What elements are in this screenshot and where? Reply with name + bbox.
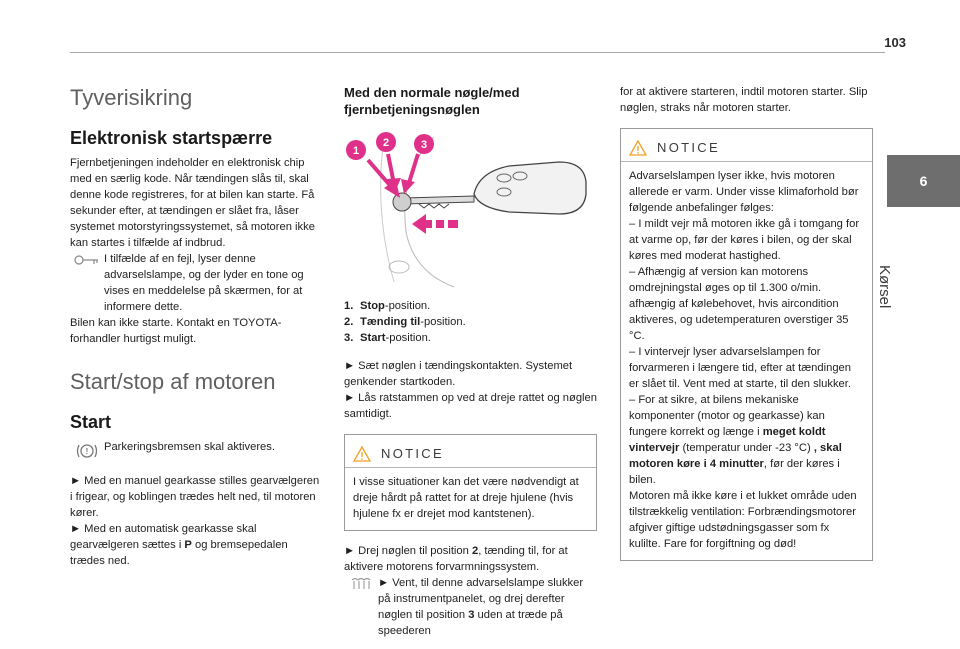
heading-start: Start [70,412,112,432]
immobiliser-final: Bilen kan ikke starte. Kontakt en TOYOTA-forhandler hurtigst muligt. [70,317,282,345]
manual-gearbox-step: ► Med en manuel gearkasse stilles gearvælgeren i frigear, og koblingen trædes helt ned, til motoren kører. [70,475,320,519]
preheat-position-number: 3 [468,609,475,621]
notice-ventilation-warning: Motoren må ikke køre i et lukket område uden tilstrækkelig ventilation: Forbrændingsmotorer afgiver giftige udstødningsgasser som fx kulilte. Fare for forgiftning og død! [629,490,857,550]
notice-title: NOTICE [381,446,444,461]
section-title-start-stop: Start/stop af motoren [70,369,276,394]
notice-dash-4: – For at sikre, at bilens mekaniske komponenter (motor og gearkasse) kan fungere korrekt og længe i meget koldt vintervejr (temperatur under -23 °C) , skal motoren køre i 4 minutter, før der køres i bilen. [629,394,842,486]
notice-dash-1: – I mildt vejr må motoren ikke gå i tomgang for at varme op, før der køres i bilen, og der skal køres med moderat hastighed. [629,218,860,262]
notice-header [621,129,872,162]
insert-key-step: ► Sæt nøglen i tændingskontakten. Systemet genkender startkoden. [344,360,573,388]
notice-header [345,435,596,468]
unlock-steering-step: ► Lås ratstammen op ved at dreje rattet og nøglen samtidigt. [344,392,597,420]
svg-text:!: ! [85,447,89,456]
warning-triangle-icon [353,446,371,462]
position-label-1: 1 [352,145,360,157]
column-3 [620,70,873,561]
notice-body [621,162,872,560]
car-key-icon [393,162,586,214]
insert-direction-arrow [412,214,458,234]
section-title-anti-theft: Tyverisikring [70,85,193,110]
ignition-illustration [344,132,597,290]
turn-key-step: ► Drej nøglen til position 2, tænding til, for at aktivere motorens forvarmningssystem. [344,545,568,573]
notice-dash-3: – I vintervejr lyser advarselslampen for forvarmeren i længere tid, efter at tændingen er slået til. Vent med at starte, til den slukker. [629,346,852,390]
preheat-glow-plug-icon [344,575,378,639]
position-label-3: 3 [420,139,428,151]
warning-lamp-text: I tilfælde af en fejl, lyser denne advarselslampe, og der lyder en tone og vises en meddelelse på skærmen, for at informere dette. [104,253,304,313]
immobiliser-intro: Fjernbetjeningen indeholder en elektronisk chip med en særlig kode. Når tændingen slås til, skal denne kode registreres, for at bilen kan starte. Få sekunder efter, at tændingen er slået fra, låser systemet motorstyringssystemet, så motoren ikke kan startes i tilfælde af indbrud. [70,157,315,249]
key-position-item: 3. Start-position. [344,332,431,344]
parking-brake-text: Parkeringsbremsen skal aktiveres. [104,441,275,453]
parking-brake-icon [70,439,104,461]
page-number: 103 [884,35,906,50]
preheat-wait-step [344,575,597,639]
notice-box-steering [344,434,597,531]
key-position-item: 1. Stop-position. [344,300,431,312]
heading-immobiliser: Elektronisk startspærre [70,128,273,148]
auto-step-text-end: og bremsepedalen trædes ned. [70,539,288,567]
key-positions-list [344,298,597,346]
notice-box-cold-start [620,128,873,561]
column-2 [344,70,597,639]
chapter-tab[interactable]: 6 [887,155,960,207]
auto-step-gear: P [184,539,192,551]
automatic-gearbox-step [70,521,323,569]
notice-intro: Advarselslampen lyser ikke, hvis motoren allerede er varm. Under visse klimaforhold bør følgende anbefalinger følges: [629,170,859,214]
position-arrow-3 [401,134,434,194]
notice-body: I visse situationer kan det være nødvendigt at dreje hårdt på rattet for at dreje hjulene (hvis hjulene fx er drejet mod kantstenen). [353,476,579,520]
header-rule [70,52,885,53]
key-warning-lamp-icon [70,251,104,315]
warning-lamp-note [70,251,323,315]
key-position-item: 2. Tænding til-position. [344,316,466,328]
preheat-wait-text: ► Vent, til denne advarselslampe slukker på instrumentpanelet, og drej derefter nøglen til position 3 uden at træde på speederen [378,577,584,637]
starter-continuation: for at aktivere starteren, indtil motoren starter. Slip nøglen, straks når motoren starter. [620,86,868,114]
chapter-title: Kørsel [876,265,893,309]
position-label-2: 2 [382,137,390,149]
parking-brake-note [70,439,323,461]
notice-dash-2: – Afhængig af version kan motorens omdrejningstal øges op til 1.300 o/min. afhængig af kølebehovet, hvis aircondition aktiveres, og udetemperaturen overstiger 35 °C. [629,266,849,342]
warning-triangle-icon [629,140,647,156]
heading-normal-key: Med den normale nøgle/med fjernbetjeningsnøglen [344,85,520,117]
notice-title: NOTICE [657,140,720,155]
preheat-wait-suffix: uden at træde på speederen [378,609,563,637]
auto-step-text: ► Med en automatisk gearkasse skal gearvælgeren sættes i [70,523,257,551]
column-1 [70,70,323,569]
